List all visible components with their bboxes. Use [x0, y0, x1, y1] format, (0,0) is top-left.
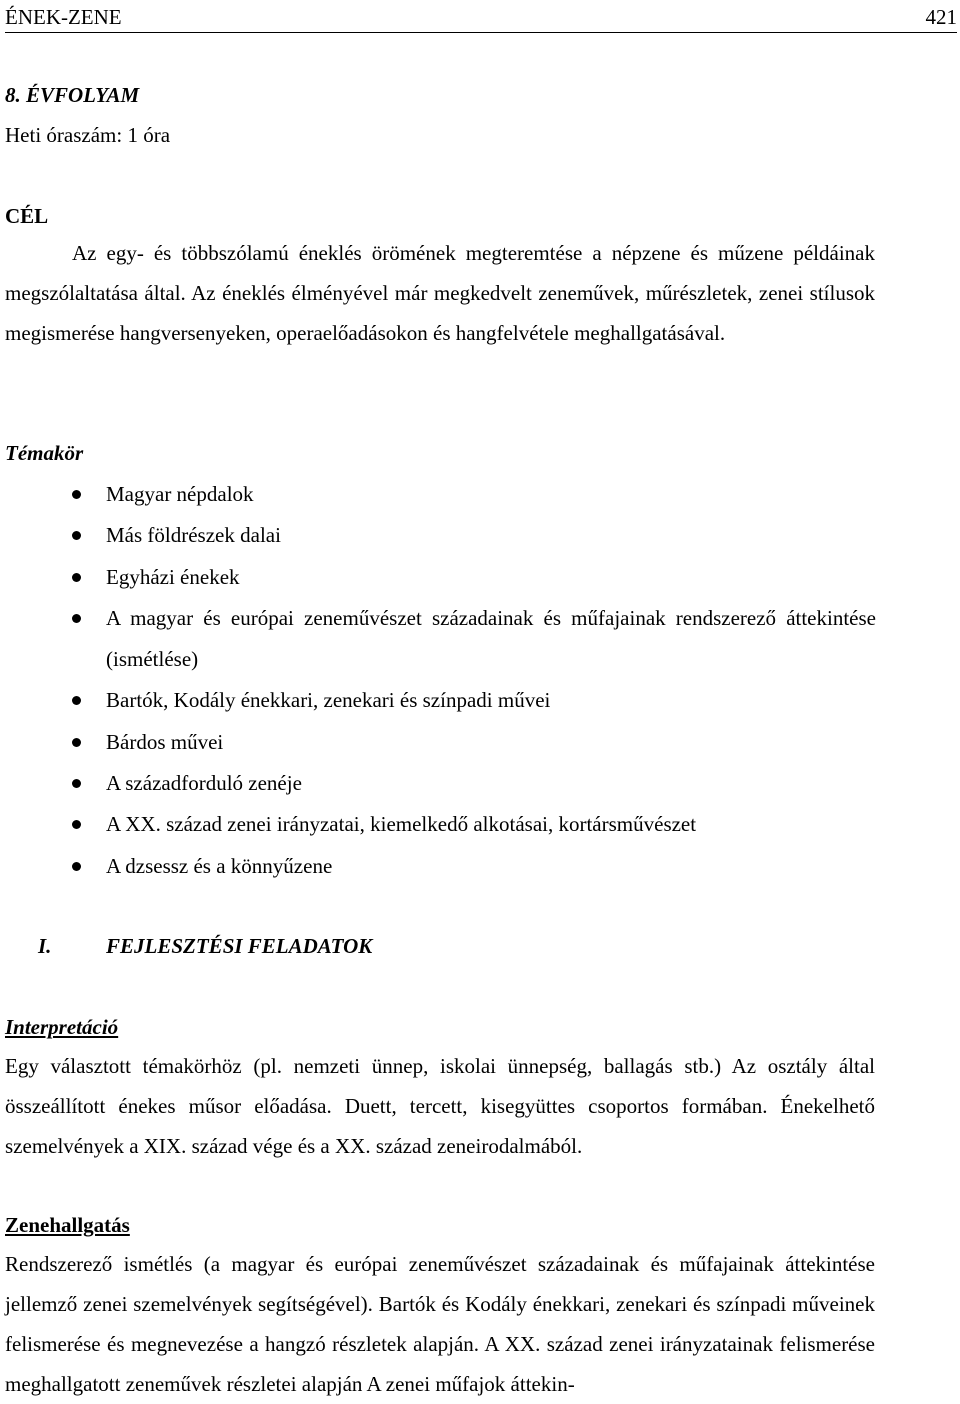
list-item-text: Más földrészek dalai: [106, 523, 281, 548]
list-item: [0, 804, 876, 845]
bullet-icon: [72, 696, 81, 705]
list-item: [0, 474, 876, 515]
page-header: [5, 4, 957, 33]
topics-list: [0, 474, 960, 887]
grade-heading: 8. ÉVFOLYAM: [5, 83, 140, 107]
bullet-icon: [72, 531, 81, 540]
list-item-text: Magyar népdalok: [106, 482, 254, 506]
interpretation-paragraph: Egy választott témakörhöz (pl. nemzeti ünnep, iskolai ünnepség, ballagás stb.) Az osztály által összeállított énekes műsor előadása. Duett, tercett, kisegyüttes csoportos formában. Énekelhető szemelvények a XIX. század vége és a XX. század zeneirodalmából.: [5, 1054, 875, 1158]
list-item-text: Bárdos művei: [106, 729, 224, 754]
header-subject-title: ÉNEK-ZENE: [5, 5, 122, 29]
list-item: [0, 722, 876, 763]
list-item: [0, 557, 876, 598]
list-item-text: A XX. század zenei irányzatai, kiemelkedő alkotásai, kortársművészet: [106, 812, 697, 837]
bullet-icon: [72, 820, 81, 829]
header-page-number: 421: [925, 5, 957, 29]
bullet-icon: [72, 614, 81, 623]
topics-heading: Témakör: [5, 441, 84, 465]
weekly-hours: Heti óraszám: 1 óra: [5, 123, 171, 147]
list-item-text: Bartók, Kodály énekkari, zenekari és színpadi művei: [106, 688, 551, 713]
development-heading: FEJLESZTÉSI FELADATOK: [106, 934, 373, 958]
list-item: [0, 763, 876, 804]
goal-heading: CÉL: [5, 204, 49, 228]
list-item-text: A századforduló zenéje: [106, 771, 302, 796]
interpretation-heading: Interpretáció: [5, 1015, 119, 1039]
list-item: [0, 846, 876, 887]
list-item-text: Egyházi énekek: [106, 564, 240, 589]
goal-paragraph: Az egy- és többszólamú éneklés örömének megteremtése a népzene és műzene példáinak megszólaltatása által. Az éneklés élményével már megkedvelt zeneművek, műrészletek, zenei stílusok megismerése hangversenyeken, operaelőadásokon és hangfelvétele meghallgatásával.: [5, 241, 875, 345]
list-item: [0, 598, 876, 681]
listening-paragraph: Rendszerező ismétlés (a magyar és európai zeneművészet századainak és műfajainak áttekintése jellemző zenei szemelvények segítségével). Bartók és Kodály énekkari, zenekari és színpadi műveinek felismerése és megnevezése a hangzó részletek alapján. A XX. század zenei irányzatainak felismerése meghallgatott zeneművek részletei alapján A zenei műfajok áttekin-: [5, 1252, 875, 1396]
list-item: [0, 515, 876, 556]
listening-heading: Zenehallgatás: [5, 1213, 130, 1237]
bullet-icon: [72, 490, 81, 499]
list-item-text: A dzsessz és a könnyűzene: [106, 853, 333, 878]
bullet-icon: [72, 738, 81, 747]
list-item-text: A magyar és európai zeneművészet századainak és műfajainak rendszerező áttekintése (ismétlése): [106, 605, 876, 672]
development-number: I.: [38, 934, 52, 958]
bullet-icon: [72, 573, 81, 582]
bullet-icon: [72, 862, 81, 871]
list-item: [0, 680, 876, 721]
bullet-icon: [72, 779, 81, 788]
